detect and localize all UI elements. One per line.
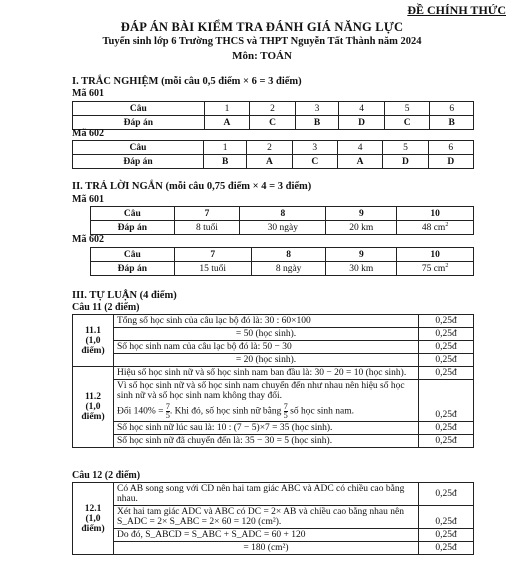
table-cell: 30 ngày <box>240 221 326 235</box>
table-row <box>73 155 474 169</box>
table-cell: 4 <box>337 141 382 155</box>
table-cell: 6 <box>430 102 474 116</box>
table-row <box>73 483 474 506</box>
table-cell: 8 <box>251 248 326 262</box>
code-label: Mã 601 <box>72 194 104 205</box>
table-cell: 9 <box>326 207 397 221</box>
label-number: 12.1 <box>84 503 102 514</box>
table-cell: 10 <box>397 248 474 262</box>
table-cell: 10 <box>397 207 474 221</box>
table-row <box>73 529 474 542</box>
table-cell: 1 <box>204 141 247 155</box>
table-cell: 5 <box>383 141 428 155</box>
points-cell: 0,25đ <box>419 380 474 422</box>
table-cell: D <box>428 155 473 169</box>
label-number: 11.1 <box>84 325 102 336</box>
table-cell: B <box>204 155 247 169</box>
table-cell: A <box>247 155 292 169</box>
solution-line: Hiệu số học sinh nữ và số học sinh nam ban đầu là: 30 − 20 = 10 (học sinh). <box>114 367 419 380</box>
points-cell: 0,25đ <box>419 529 474 542</box>
table-row <box>73 328 474 341</box>
solution-line: = 50 (học sinh). <box>114 328 419 341</box>
table-cell: 30 km <box>326 262 397 276</box>
text-part: số học sinh nam. <box>290 406 355 417</box>
solution-line: = 20 (học sinh). <box>114 354 419 367</box>
table-cell: 8 tuổi <box>174 221 240 235</box>
question-11-label: Câu 11 (2 điểm) <box>72 302 140 313</box>
table-cell: 7 <box>174 248 251 262</box>
table-cell: 3 <box>295 102 339 116</box>
label-number: 11.2 <box>84 392 102 402</box>
table-cell: D <box>383 155 428 169</box>
table-cell: A <box>204 116 250 130</box>
mcq-table-601 <box>72 101 474 130</box>
points-cell: 0,25đ <box>419 367 474 380</box>
label-unit: điểm) <box>81 523 105 534</box>
section-2-title: II. TRẢ LỜI NGẮN (mỗi câu 0,75 điểm × 4 = 3 điểm) <box>72 181 312 192</box>
table-cell: 9 <box>326 248 397 262</box>
table-row <box>73 116 474 130</box>
solution-line: Có AB song song với CD nên hai tam giác ABC và ADC có chiều cao bằng nhau. <box>114 483 419 506</box>
table-cell: 8 ngày <box>251 262 326 276</box>
table-cell: Đáp án <box>73 116 205 130</box>
table-cell: 3 <box>292 141 337 155</box>
text-part: . Khi đó, số học sinh nữ bằng <box>169 406 282 417</box>
points-cell: 0,25đ <box>419 328 474 341</box>
table-cell: B <box>295 116 339 130</box>
table-cell: Đáp án <box>91 262 175 276</box>
points-cell: 0,25đ <box>419 506 474 529</box>
mcq-table-602 <box>72 140 474 169</box>
solution-line: = 180 (cm²) <box>114 542 419 555</box>
code-label: Mã 601 <box>72 88 104 99</box>
sub-question-label <box>73 315 114 367</box>
table-row <box>91 262 474 276</box>
table-cell: 5 <box>384 102 430 116</box>
table-cell: 48 $cm^2$ <box>397 221 474 235</box>
official-stamp: ĐỀ CHÍNH THỨC <box>407 3 506 17</box>
solution-line: Số học sinh nam của câu lạc bộ đó là: 50 − 30 <box>114 341 419 354</box>
fraction-num: 7 <box>283 402 288 411</box>
solution-line <box>114 380 419 422</box>
points-cell: 0,25đ <box>419 315 474 328</box>
table-cell: 4 <box>339 102 385 116</box>
solution-line: Do đó, S_ABCD = S_ABC + S_ADC = 60 + 120 <box>114 529 419 542</box>
table-cell: 2 <box>247 141 292 155</box>
table-cell: 8 <box>240 207 326 221</box>
table-cell: Câu <box>91 207 175 221</box>
table-row <box>91 248 474 262</box>
table-row <box>73 435 474 448</box>
question-12-label: Câu 12 (2 điểm) <box>72 470 141 481</box>
sub-question-label <box>73 483 114 555</box>
table-row <box>91 207 474 221</box>
table-cell: B <box>430 116 474 130</box>
table-cell: 1 <box>204 102 250 116</box>
table-cell: 7 <box>174 207 240 221</box>
solution-line: Tổng số học sinh của câu lạc bộ đó là: 30 : 60×100 <box>114 315 419 328</box>
solution-line: Số học sinh nữ lúc sau là: 10 : (7 − 5)×7 = 35 (học sinh). <box>114 422 419 435</box>
fraction-den: 5 <box>283 411 288 420</box>
doc-subtitle: Tuyển sinh lớp 6 Trường THCS và THPT Nguyễn Tất Thành năm 2024 <box>102 36 422 47</box>
fraction-den: 5 <box>165 411 170 420</box>
label-points: (1,0 <box>85 335 101 346</box>
label-points: (1,0 <box>85 513 101 524</box>
table-row <box>73 367 474 380</box>
solution-text: Vì số học sinh nữ và số học sinh nam chuyển đến như nhau nên hiệu số học sinh nữ và số học sinh nam không thay đổi. <box>117 381 405 401</box>
table-cell: C <box>250 116 296 130</box>
section-3-title: III. TỰ LUẬN (4 điểm) <box>72 290 177 301</box>
points-cell: 0,25đ <box>419 435 474 448</box>
sub-question-label <box>73 367 114 448</box>
points-cell: 0,25đ <box>419 341 474 354</box>
essay-table-11 <box>72 314 474 448</box>
table-cell: A <box>337 155 382 169</box>
table-row <box>73 380 474 422</box>
fraction-num: 7 <box>165 402 170 411</box>
table-cell: D <box>339 116 385 130</box>
table-cell: 6 <box>428 141 473 155</box>
table-cell: C <box>384 116 430 130</box>
table-row <box>91 221 474 235</box>
points-cell: 0,25đ <box>419 483 474 506</box>
table-row <box>73 354 474 367</box>
short-answer-table-602 <box>90 247 474 276</box>
code-label: Mã 602 <box>72 128 104 139</box>
solution-text <box>117 403 415 420</box>
label-unit: điểm) <box>81 412 105 422</box>
table-row <box>73 102 474 116</box>
section-1-title: I. TRẮC NGHIỆM (mỗi câu 0,5 điểm × 6 = 3 điểm) <box>72 76 302 87</box>
doc-subject: Môn: TOÁN <box>232 50 292 62</box>
doc-title: ĐÁP ÁN BÀI KIỂM TRA ĐÁNH GIÁ NĂNG LỰC <box>120 20 404 34</box>
table-cell: 75 $cm^2$ <box>397 262 474 276</box>
solution-line: Số học sinh nữ đã chuyển đến là: 35 − 30 = 5 (học sinh). <box>114 435 419 448</box>
code-label: Mã 602 <box>72 234 104 245</box>
table-cell: 2 <box>250 102 296 116</box>
table-cell: 15 tuổi <box>174 262 251 276</box>
table-cell: Đáp án <box>91 221 175 235</box>
essay-table-12 <box>72 482 474 555</box>
label-points: (1,0 <box>85 402 101 412</box>
table-cell: C <box>292 155 337 169</box>
label-unit: điểm) <box>81 345 105 356</box>
table-cell: Câu <box>73 102 205 116</box>
fraction <box>284 403 288 420</box>
answer-value: 48 cm <box>421 223 446 234</box>
table-row <box>73 542 474 555</box>
solution-line: Xét hai tam giác ADC và ABC có DC = 2× AB và chiều cao bằng nhau nên S_ADC = 2× S_ABC = 2× 60 = 120 (cm²). <box>114 506 419 529</box>
text-part: Đổi 140% = <box>117 406 164 417</box>
table-row <box>73 315 474 328</box>
table-cell: Đáp án <box>73 155 204 169</box>
table-cell: 20 km <box>326 221 397 235</box>
table-cell: Câu <box>91 248 175 262</box>
answer-value: 75 cm <box>421 264 446 275</box>
points-cell: 0,25đ <box>419 542 474 555</box>
table-row <box>73 141 474 155</box>
short-answer-table-601 <box>90 206 474 235</box>
table-cell: Câu <box>73 141 204 155</box>
table-row <box>73 341 474 354</box>
table-row <box>73 422 474 435</box>
points-cell: 0,25đ <box>419 422 474 435</box>
points-cell: 0,25đ <box>419 354 474 367</box>
table-row <box>73 506 474 529</box>
